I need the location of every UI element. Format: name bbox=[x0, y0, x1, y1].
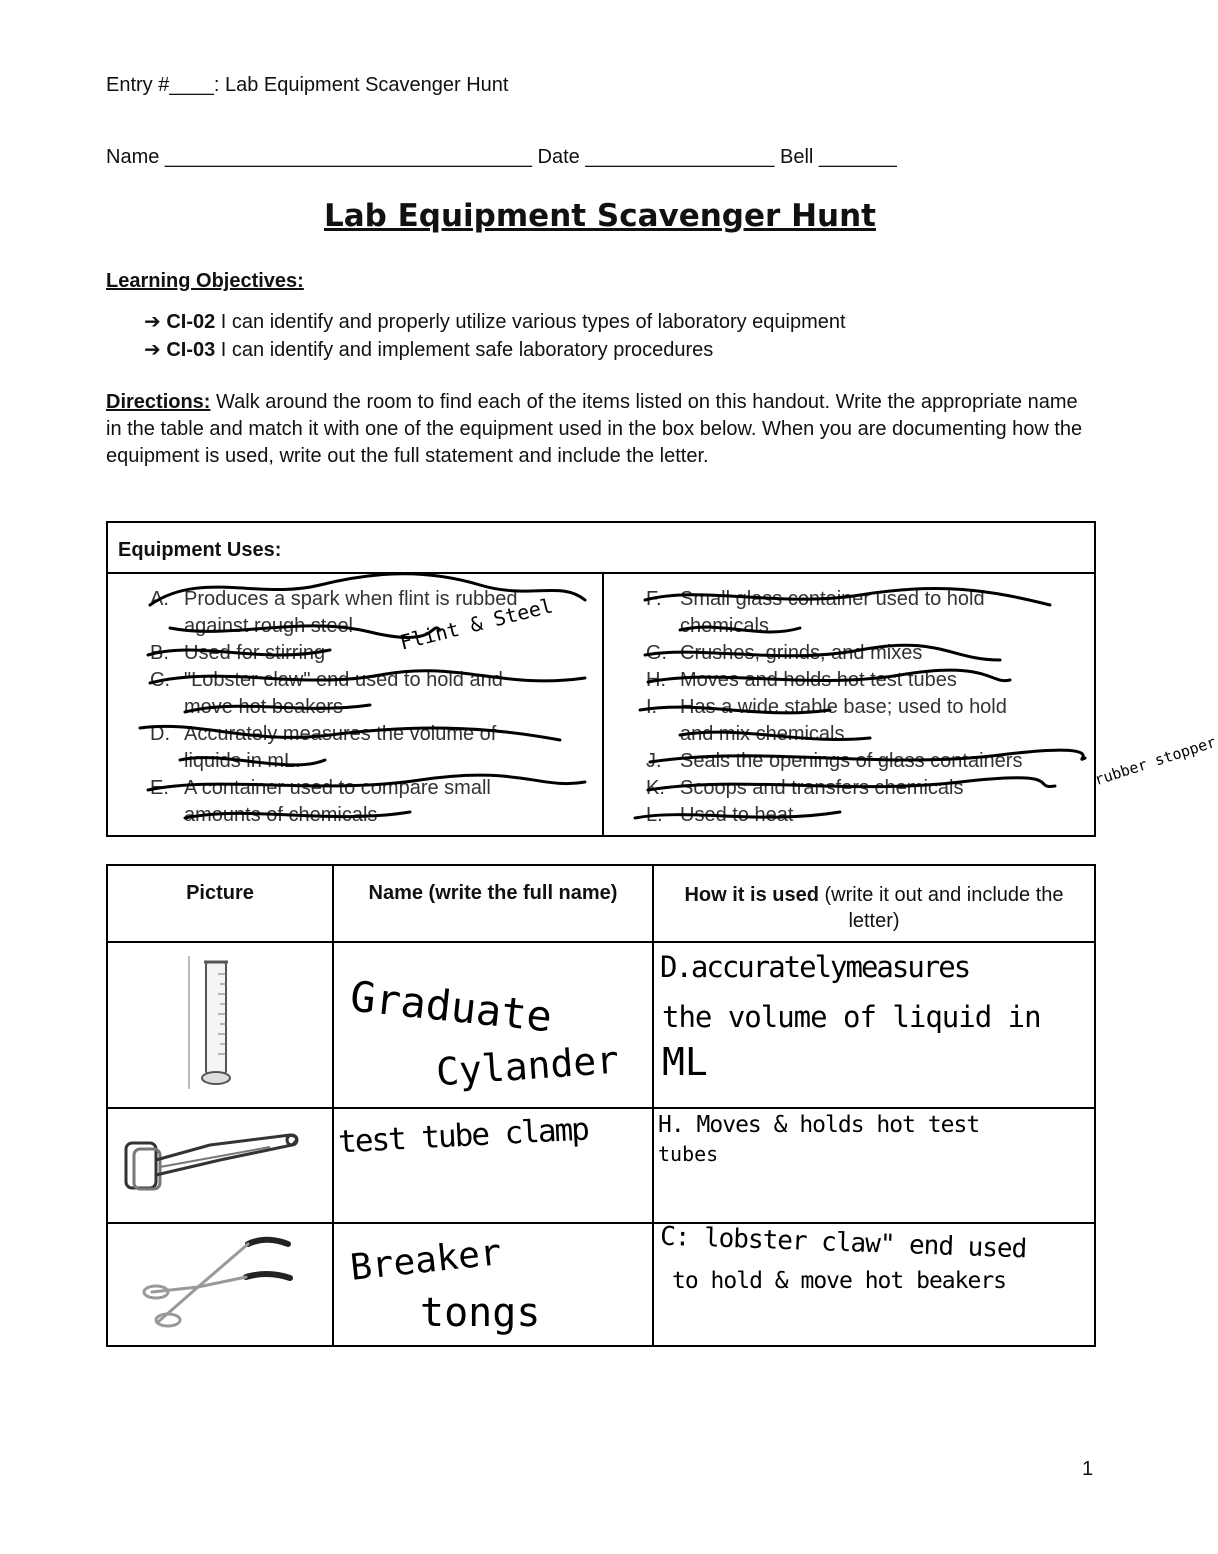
margin-note-rubber-stopper: rubber stopper bbox=[1092, 732, 1218, 790]
use-text: Seals the openings of glass containers bbox=[680, 750, 1023, 772]
row3-how-line1: C: lobster claw" end used bbox=[659, 1221, 1027, 1265]
use-text: Moves and holds hot test tubes bbox=[680, 669, 957, 691]
use-text: Crushes, grinds, and mixes bbox=[680, 642, 923, 664]
objective-text: I can identify and implement safe laboratory procedures bbox=[215, 339, 714, 361]
use-letter: G. bbox=[646, 642, 668, 664]
learning-objectives-heading: Learning Objectives: bbox=[106, 270, 304, 292]
row-divider bbox=[108, 941, 1094, 943]
page-number: 1 bbox=[1082, 1458, 1094, 1480]
row1-name-line1: Graduate bbox=[347, 971, 555, 1042]
column-divider bbox=[332, 866, 334, 1345]
use-text: and mix chemicals bbox=[680, 723, 845, 745]
equipment-uses-heading: Equipment Uses: bbox=[118, 539, 282, 561]
use-letter: I. bbox=[646, 696, 658, 718]
use-text: liquids in mL. bbox=[184, 750, 301, 772]
row2-name: test tube clamp bbox=[337, 1111, 589, 1161]
use-letter: E. bbox=[150, 777, 169, 799]
header-how-used bbox=[664, 882, 1084, 934]
use-text: move hot beakers bbox=[184, 696, 343, 718]
column-divider bbox=[652, 866, 654, 1345]
use-letter: C. bbox=[150, 669, 170, 691]
directions-label: Directions: bbox=[106, 391, 211, 413]
row-divider bbox=[108, 1107, 1094, 1109]
use-text: chemicals bbox=[680, 615, 769, 637]
header-how-used-bold: How it is used bbox=[684, 884, 819, 906]
use-text: Has a wide stable base; used to hold bbox=[680, 696, 1007, 718]
use-letter: K. bbox=[646, 777, 665, 799]
use-text: Produces a spark when flint is rubbed bbox=[184, 588, 518, 610]
margin-note-flint-steel: Flint & Steel bbox=[397, 593, 556, 655]
objective-item: ➔ CI-03 I can identify and implement safe laboratory procedures bbox=[144, 339, 714, 361]
use-letter: H. bbox=[646, 669, 666, 691]
use-text: Used for stirring bbox=[184, 642, 326, 664]
row2-how-line1: H. Moves & holds hot test bbox=[658, 1112, 980, 1138]
use-text: Small glass container used to hold bbox=[680, 588, 985, 610]
use-letter: D. bbox=[150, 723, 170, 745]
name-date-bell-line: Name _________________________________ Date _________________ Bell _______ bbox=[106, 146, 897, 168]
page-title: Lab Equipment Scavenger Hunt bbox=[323, 198, 877, 234]
row1-how-line3: ML bbox=[662, 1040, 708, 1084]
row3-name-line2: tongs bbox=[420, 1290, 541, 1336]
use-text: amounts of chemicals bbox=[184, 804, 378, 826]
use-text: against rough steel bbox=[184, 615, 354, 637]
row1-name-line2: Cylander bbox=[434, 1037, 621, 1095]
objective-item: ➔ CI-02 I can identify and properly utilize various types of laboratory equipment bbox=[144, 311, 846, 333]
use-letter: J. bbox=[646, 750, 662, 772]
row3-name-line1: Breaker bbox=[348, 1232, 504, 1289]
graduated-cylinder-icon bbox=[186, 954, 246, 1094]
row-divider bbox=[108, 1222, 1094, 1224]
header-picture: Picture bbox=[186, 882, 254, 904]
use-letter: F. bbox=[646, 588, 662, 610]
use-text: "Lobster claw" end used to hold and bbox=[184, 669, 503, 691]
use-text: Used to heat bbox=[680, 804, 794, 826]
use-text: A container used to compare small bbox=[184, 777, 491, 799]
use-letter: A. bbox=[150, 588, 169, 610]
use-letter: L. bbox=[646, 804, 663, 826]
row1-how-line1: D.accuratelymeasures bbox=[660, 950, 970, 984]
use-letter: B. bbox=[150, 642, 169, 664]
header-name: Name (write the full name) bbox=[368, 882, 618, 904]
test-tube-clamp-icon bbox=[120, 1125, 305, 1200]
objective-text: I can identify and properly utilize various types of laboratory equipment bbox=[215, 311, 846, 333]
use-text: Scoops and transfers chemicals bbox=[680, 777, 964, 799]
row3-how-line2: to hold & move hot beakers bbox=[672, 1268, 1007, 1294]
beaker-tongs-icon bbox=[138, 1232, 303, 1332]
row1-how-line2: the volume of liquid in bbox=[662, 1000, 1041, 1034]
header-how-used-rest: (write it out and include the letter) bbox=[818, 884, 1064, 932]
objective-code: CI-03 bbox=[166, 339, 216, 361]
use-text: Accurately measures the volume of bbox=[184, 723, 497, 745]
objective-code: CI-02 bbox=[166, 311, 216, 333]
row2-how-line2: tubes bbox=[658, 1142, 719, 1166]
entry-line: Entry #____: Lab Equipment Scavenger Hunt bbox=[106, 74, 509, 96]
directions-text: Walk around the room to find each of the items listed on this handout. Write the appropriate name in the table and match it with one of the equipment used in the box below. When you are documenting how the equipment is used, write out the full statement and include the letter. bbox=[106, 391, 1083, 467]
